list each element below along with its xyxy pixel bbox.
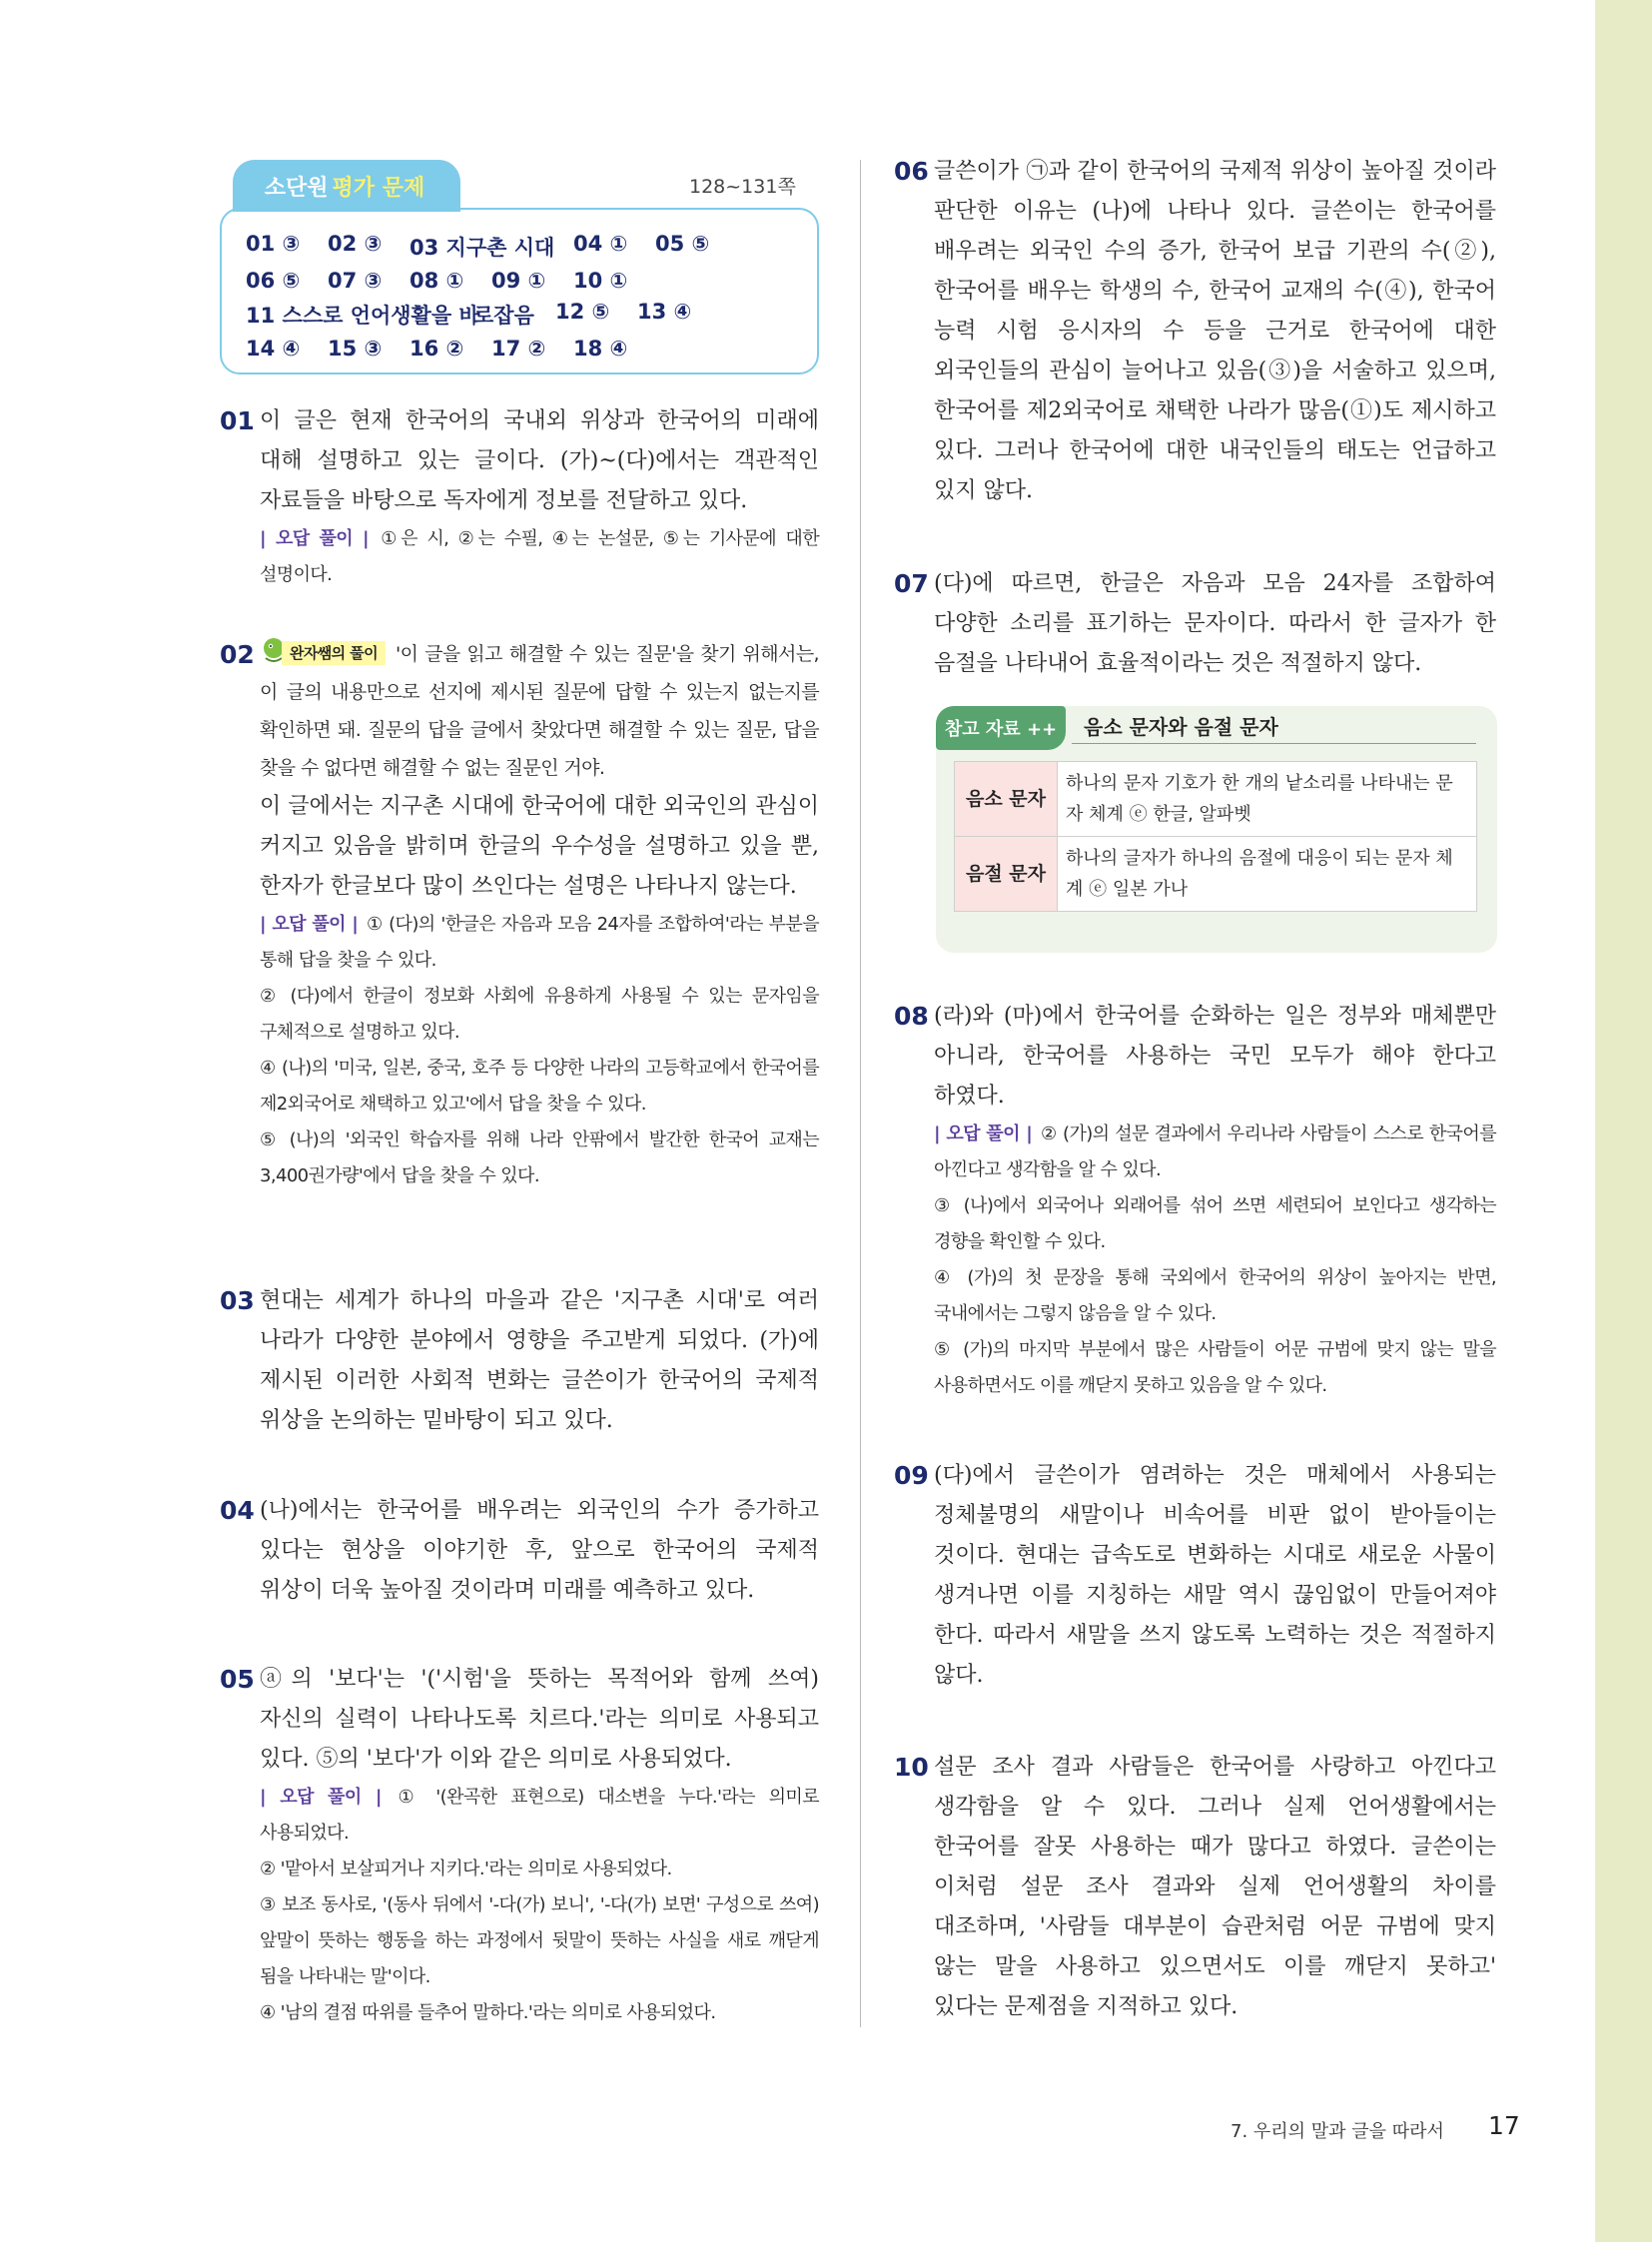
question-05 [220,1660,819,2031]
answer-explanation: 현대는 세계가 하나의 마을과 같은 '지구촌 시대'로 여러 나라가 다양한 분야에서 영향을 주고받게 되었다. (가)에 제시된 이러한 사회적 변화는 글쓴이가 한국어의 국제적 위상을 논의하는 밑바탕이 되고 있다. [260,1288,819,1433]
question-number: 05 [220,1665,255,1694]
page-number: 17 [1488,2111,1520,2140]
chapter-footer: 7. 우리의 말과 글을 따라서 [1231,2121,1444,2142]
wrong-answer-item: ⑤ (가)의 마지막 부분에서 많은 사람들이 어문 규범에 맞지 않는 말을 사용하면서도 이를 깨닫지 못하고 있음을 알 수 있다. [934,1339,1496,1396]
question-06 [894,152,1496,511]
answer-explanation: (라)와 (마)에서 한국어를 순화하는 일은 정부와 매체뿐만 아니라, 한국어를 사용하는 국민 모두가 해야 한다고 하였다. [934,1004,1496,1109]
answer-explanation: ⓐ의 '보다'는 '('시험'을 뜻하는 목적어와 함께 쓰여) 자신의 실력이 나타나도록 치르다.'라는 의미로 사용되고 있다. ⑤의 '보다'가 이와 같은 의미로 사용되었다. [260,1667,819,1772]
question-number: 06 [894,157,929,186]
table-row-head: 음소 문자 [955,762,1058,837]
column-divider [860,160,861,2027]
question-04 [220,1491,819,1611]
question-02 [220,635,819,1194]
reference-title: 음소 문자와 음절 문자 [1084,715,1278,739]
answer-key-box [220,208,819,374]
tab-prefix: 소단원 [264,175,329,201]
question-07 [894,564,1496,684]
helper-explanation: 완자쌤의 풀이 '이 글을 읽고 해결할 수 있는 질문'을 찾기 위해서는, 이 글의 내용만으로 선지에 제시된 질문에 답할 수 있는지 없는지를 확인하면 돼. 질문의 답을 글에서 찾았다면 해결할 수 있는 질문, 답을 찾을 수 없다면 해결할 수 없는 질문인 거야. [260,635,819,787]
answer-02: 02 ③ [328,232,383,256]
question-03 [220,1281,819,1441]
answer-01: 01 ③ [246,232,301,256]
answer-explanation: (나)에서는 한국어를 배우려는 외국인의 수가 증가하고 있다는 현상을 이야기한 후, 앞으로 한국어의 국제적 위상이 더욱 높아질 것이라며 미래를 예측하고 있다. [260,1498,819,1603]
question-number: 01 [220,406,255,435]
wrong-answer-note: | 오답 풀이 | ① (다)의 '한글은 자음과 모음 24자를 조합하여'라는 부분을 통해 답을 찾을 수 있다. [260,914,819,971]
question-number: 10 [894,1753,929,1782]
question-08 [894,997,1496,1404]
answer-05: 05 ⑤ [655,232,710,256]
question-number: 02 [220,640,255,669]
wrong-answer-item: ③ 보조 동사로, '(동사 뒤에서 '-다(가) 보니', '-다(가) 보면' 구성으로 쓰여) 앞말이 뜻하는 행동을 하는 과정에서 뒷말이 뜻하는 사실을 새로 깨닫게 됨을 나타내는 말'이다. [260,1894,819,1987]
table-row-body: 하나의 글자가 하나의 음절에 대응이 되는 문자 체계 ⓔ 일본 가나 [1058,837,1477,912]
wrong-answer-tag: | 오답 풀이 | [260,1787,382,1808]
pages-reference: 128~131쪽 [689,176,796,198]
wrong-answer-item: ② (다)에서 한글이 정보화 사회에 유용하게 사용될 수 있는 문자임을 구체적으로 설명하고 있다. [260,986,819,1043]
question-number: 07 [894,569,929,598]
table-row [955,762,1477,837]
wrong-answer-item: ⑤ (나)의 '외국인 학습자를 위해 나라 안팎에서 발간한 한국어 교재는 3,400권가량'에서 답을 찾을 수 있다. [260,1129,819,1186]
wrong-answer-note: | 오답 풀이 | ① '(완곡한 표현으로) 대소변을 누다.'라는 의미로 사용되었다. [260,1787,819,1844]
wrong-answer-item: ④ (나)의 '미국, 일본, 중국, 호주 등 다양한 나라의 고등학교에서 한국어를 제2외국어로 채택하고 있고'에서 답을 찾을 수 있다. [260,1058,819,1115]
reference-label: 참고 자료 ++ [936,706,1066,750]
answer-explanation: (다)에 따르면, 한글은 자음과 모음 24자를 조합하여 다양한 소리를 표기하는 문자이다. 따라서 한 글자가 한 음절을 나타내어 효율적이라는 것은 적절하지 않다. [934,571,1496,676]
question-number: 08 [894,1002,929,1031]
question-number: 03 [220,1286,255,1315]
table-row-body: 하나의 문자 기호가 한 개의 낱소리를 나타내는 문자 체계 ⓔ 한글, 알파벳 [1058,762,1477,837]
table-row-head: 음절 문자 [955,837,1058,912]
wrong-answer-tag: | 오답 풀이 | [934,1123,1033,1144]
answer-explanation: 글쓴이가 ㉠과 같이 한국어의 국제적 위상이 높아질 것이라 판단한 이유는 (나)에 나타나 있다. 글쓴이는 한국어를 배우려는 외국인 수의 증가, 한국어 보급 기관의 수(②), 한국어를 배우는 학생의 수, 한국어 교재의 수(④), 한국어 능력 시험 응시자의 수 등을 근거로 한국어에 대한 외국인들의 관심이 늘어나고 있음(③)을 서술하고 있으며, 한국어를 제2외국어로 채택한 나라가 많음(①)도 제시하고 있다. 그러나 한국어에 대한 내국인들의 태도는 언급하고 있지 않다. [934,159,1496,503]
answer-12: 12 ⑤ [555,300,610,324]
answer-18: 18 ④ [573,337,628,361]
answer-11: 11 스스로 언어생활을 바 [246,304,479,328]
answer-15: 15 ③ [328,337,383,361]
answer-06: 06 ⑤ [246,269,301,293]
tab-highlight: 평가 문제 [332,175,425,201]
question-number: 09 [894,1461,929,1490]
question-10 [894,1748,1496,2027]
table-row [955,837,1477,912]
wrong-answer-note: | 오답 풀이 | ①은 시, ②는 수필, ④는 논설문, ⑤는 기사문에 대한 설명이다. [260,528,819,585]
wrong-answer-item: ④ '남의 결점 따위를 들추어 말하다.'라는 의미로 사용되었다. [260,2002,716,2023]
answer-08: 08 ① [410,269,464,293]
unit-assessment-tab [233,160,460,212]
answer-11-cont: 로잡음 [473,304,534,328]
answer-04: 04 ① [573,232,628,256]
wrong-answer-tag: | 오답 풀이 | [260,528,369,549]
answer-17: 17 ② [491,337,546,361]
answer-13: 13 ④ [637,300,692,324]
answer-row-1 [246,232,793,361]
reference-table [954,761,1477,912]
wrong-answer-item: ④ (가)의 첫 문장을 통해 국외에서 한국어의 위상이 높아지는 반면, 국내에서는 그렇지 않음을 알 수 있다. [934,1267,1496,1324]
answer-explanation: 이 글에서는 지구촌 시대에 한국어에 대한 외국인의 관심이 커지고 있음을 밝히며 한글의 우수성을 설명하고 있을 뿐, 한자가 한글보다 많이 쓰인다는 설명은 나타나지 않는다. [260,794,819,899]
answer-10: 10 ① [573,269,628,293]
answer-03: 03 지구촌 시대 [410,236,555,260]
answer-explanation: 이 글은 현재 한국어의 국내외 위상과 한국어의 미래에 대해 설명하고 있는 글이다. (가)~(다)에서는 객관적인 자료들을 바탕으로 독자에게 정보를 전달하고 있다. [260,408,819,513]
answer-explanation: (다)에서 글쓴이가 염려하는 것은 매체에서 사용되는 정체불명의 새말이나 비속어를 비판 없이 받아들이는 것이다. 현대는 급속도로 변화하는 시대로 새로운 사물이 생겨나면 이를 지칭하는 새말 역시 끊임없이 만들어져야 한다. 따라서 새말을 쓰지 않도록 노력하는 것은 적절하지 않다. [934,1463,1496,1688]
question-09 [894,1456,1496,1696]
reference-title-underline [1072,743,1476,744]
wrong-answer-item: ③ (나)에서 외국어나 외래어를 섞어 쓰면 세련되어 보인다고 생각하는 경향을 확인할 수 있다. [934,1195,1496,1252]
wrong-answer-tag: | 오답 풀이 | [260,914,359,935]
answer-explanation: 설문 조사 결과 사람들은 한국어를 사랑하고 아낀다고 생각함을 알 수 있다. 그러나 실제 언어생활에서는 한국어를 잘못 사용하는 때가 많다고 하였다. 글쓴이는 이처럼 설문 조사 결과와 실제 언어생활의 차이를 대조하며, '사람들 대부분이 습관처럼 어문 규범에 맞지 않는 말을 사용하고 있으면서도 이를 깨닫지 못하고' 있다는 문제점을 지적하고 있다. [934,1755,1496,2019]
wrong-answer-item: ② '맡아서 보살피거나 지키다.'라는 의미로 사용되었다. [260,1859,672,1879]
answer-16: 16 ② [410,337,464,361]
wrong-answer-note: | 오답 풀이 | ② (가)의 설문 결과에서 우리나라 사람들이 스스로 한국어를 아낀다고 생각함을 알 수 있다. [934,1123,1496,1180]
answer-14: 14 ④ [246,337,301,361]
answer-07: 07 ③ [328,269,383,293]
question-number: 04 [220,1496,255,1525]
helper-tag: 완자쌤의 풀이 [282,641,386,665]
question-01 [220,401,819,593]
side-strip [1595,0,1652,2242]
answer-09: 09 ① [491,269,546,293]
